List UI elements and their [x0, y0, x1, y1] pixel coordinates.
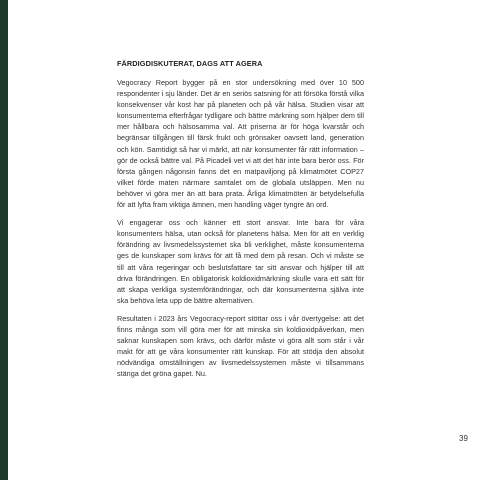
side-color-strip	[0, 0, 8, 480]
page-number: 39	[459, 434, 468, 443]
paragraph-2: Vi engagerar oss och känner ett stort ansvar. Inte bara för våra konsumenters hälsa, utan också för planetens hälsa. Men för att en verklig förändring av livsmedelssystemet ska bli verklighet, måste konsumenterna ges de kunskaper som krävs för att få med dem på resan. Och vi måste se till att våra regeringar och beslutsfattare tar sitt ansvar och hjälper till att driva förändringen. En obligatorisk koldioxidmärkning skulle vara ett sätt för att skapa verkliga systemförändringar, och där konsumenterna själva inte ska behöva leta upp de bättre alternativen.	[117, 218, 364, 305]
paragraph-1: Vegocracy Report bygger på en stor undersökning med över 10 500 respondenter i sju länder. Det är en seriös satsning för att försöka förstå vilka konsekvenser vår kost har på planeten och på vår hälsa. Studien visar att konsumenterna efterfrågar tydligare och bättre märkning som hjälper dem till mer hållbara och hälsosamma val. Att priserna är för höga kvarstår och begränsar tillgången till färsk frukt och grönsaker oavsett land, generation och kön. Samtidigt så har vi märkt, att när konsumenter får rätt information – gör de också bättre val. På Picadeli vet vi att det här inte bara berör oss. För första gången någonsin fanns det en matpaviljong på klimatmötet COP27 vilket förde maten närmare samtalet om de globala utsläppen. Men nu behöver vi göra mer än att bara prata. Årliga klimatmöten är betydelsefulla för att lyfta fram viktiga ämnen, men handling väger tyngre än ord.	[117, 78, 364, 210]
article-body	[117, 59, 364, 386]
paragraph-3: Resultaten i 2023 års Vegocracy-report stöttar oss i vår övertygelse: att det finns många som vill göra mer för att minska sin koldioxidpåverkan, men saknar kunskapen som krävs, och därför måste vi göra allt som står i vår makt för att ge våra konsumenter rätt kunskap. För att stödja den absolut nödvändiga omställningen av livsmedelssystemen måste vi tillsammans stänga det gröna gapet. Nu.	[117, 313, 364, 379]
section-heading: FÄRDIGDISKUTERAT, DAGS ATT AGERA	[117, 59, 263, 68]
